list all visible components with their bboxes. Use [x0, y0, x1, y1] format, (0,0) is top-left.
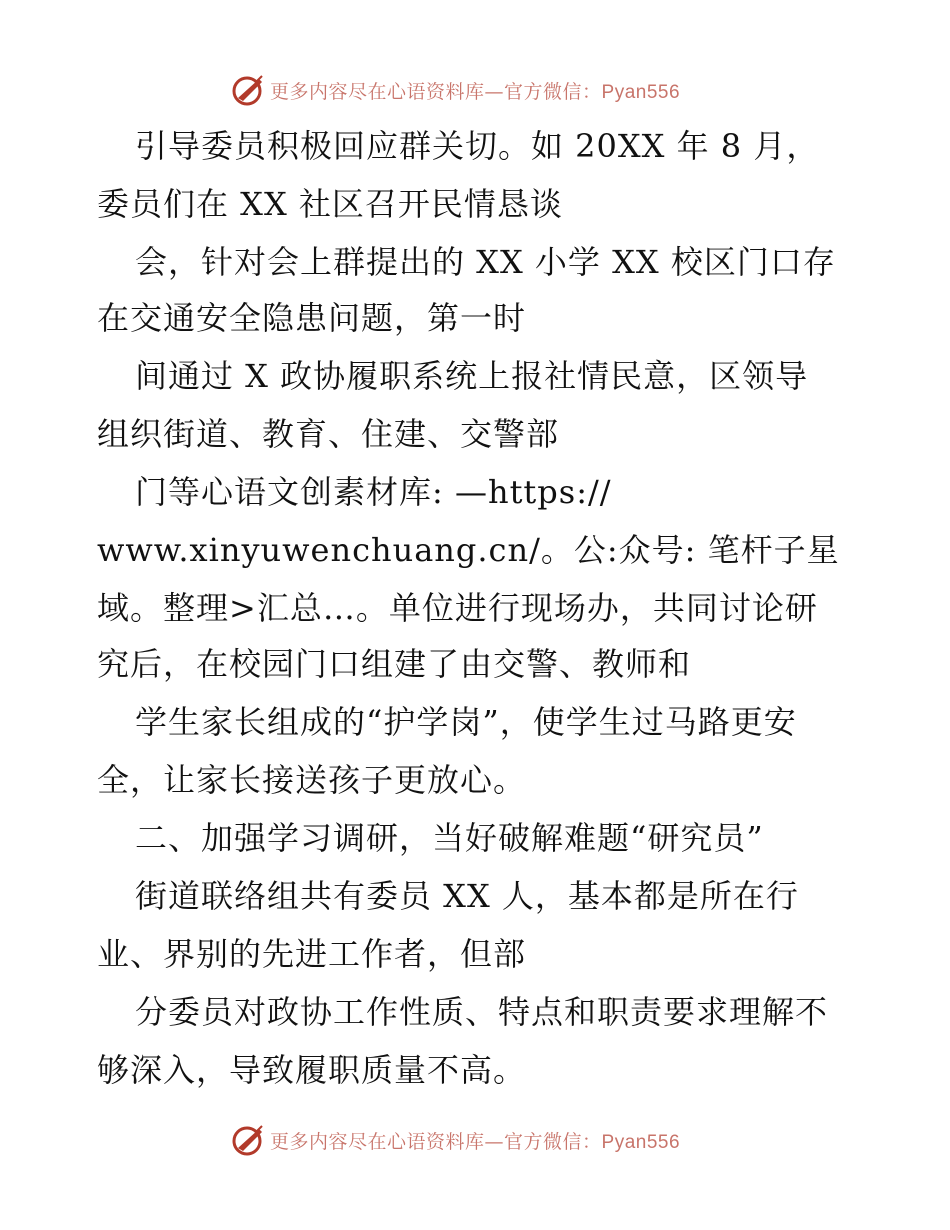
text-line: 学生家长组成的“护学岗”，使学生过马路更安: [135, 703, 797, 741]
text-line: www.xinyuwenchuang.cn/。公:众号: 笔杆子星: [97, 531, 840, 569]
quill-logo-icon: [232, 1123, 266, 1157]
text-line: 全，让家长接送孩子更放心。: [97, 761, 527, 799]
watermark-text: 更多内容尽在心语资料库—官方微信：Pyan556: [270, 80, 681, 103]
text-line: 在交通安全隐患问题，第一时: [97, 299, 527, 337]
header-watermark: [232, 72, 680, 108]
text-line: 分委员对政协工作性质、特点和职责要求理解不: [135, 993, 829, 1031]
text-line: 间通过 X 政协履职系统上报社情民意，区领导: [135, 357, 809, 395]
text-line: 究后，在校园门口组建了由交警、教师和: [97, 645, 692, 683]
text-line: 引导委员积极回应群关切。如 20XX 年 8 月，: [135, 127, 820, 165]
quill-logo-icon: [232, 73, 266, 107]
watermark-text: 更多内容尽在心语资料库—官方微信：Pyan556: [270, 1130, 681, 1153]
text-line: 委员们在 XX 社区召开民情恳谈: [97, 185, 563, 223]
text-line: 会，针对会上群提出的 XX 小学 XX 校区门口存: [135, 243, 836, 281]
footer-watermark: [232, 1122, 680, 1158]
text-line: 域。整理>汇总…。单位进行现场办，共同讨论研: [97, 589, 818, 627]
text-line: 业、界别的先进工作者，但部: [97, 935, 527, 973]
text-line: 够深入，导致履职质量不高。: [97, 1051, 527, 1089]
text-line: 门等心语文创素材库: —https://: [135, 473, 612, 511]
text-line: 街道联络组共有委员 XX 人，基本都是所在行: [135, 877, 799, 915]
section-heading: 二、加强学习调研，当好破解难题“研究员”: [135, 819, 764, 857]
text-line: 组织街道、教育、住建、交警部: [97, 415, 560, 453]
